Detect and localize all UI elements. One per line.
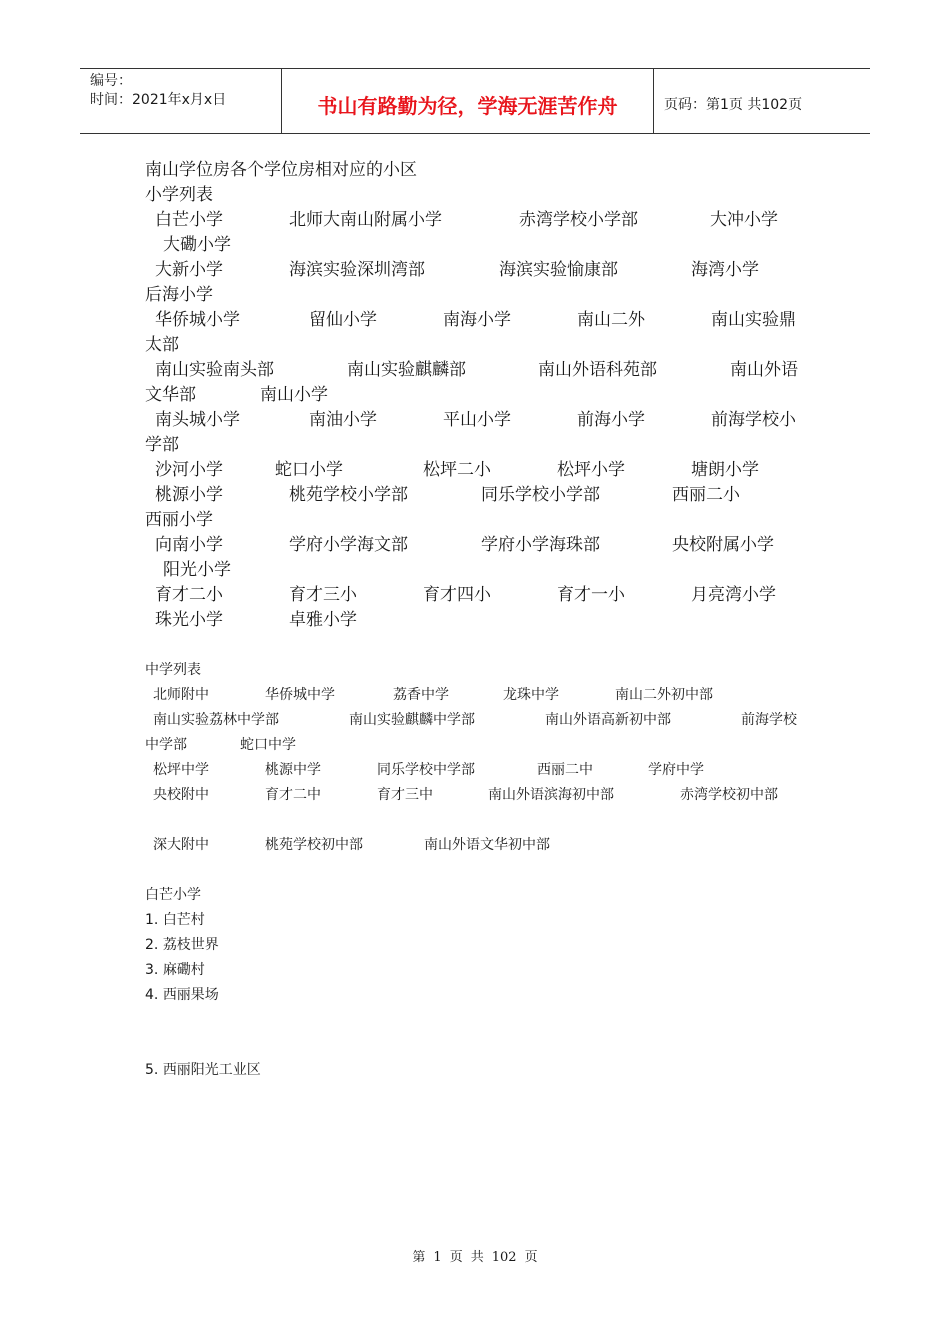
school-name: 学府中学 — [648, 762, 704, 778]
school-name: 南海小学 — [443, 310, 511, 330]
school-name: 育才四小 — [423, 585, 491, 605]
list-row — [145, 283, 810, 308]
school-name: 塘朗小学 — [691, 460, 759, 480]
school-name: 北师附中 — [153, 687, 209, 703]
list-row — [145, 683, 810, 708]
list-row — [145, 783, 810, 808]
school-name: 留仙小学 — [309, 310, 377, 330]
list-row — [145, 208, 810, 233]
school-name: 南山实验荔林中学部 — [153, 712, 279, 728]
school-name: 南山实验麒麟中学部 — [349, 712, 475, 728]
school-name: 松坪二小 — [423, 460, 491, 480]
school-name: 桃苑学校初中部 — [265, 837, 363, 853]
number-label: 编号： — [90, 73, 132, 89]
school-name: 南头城小学 — [155, 410, 240, 430]
list-row — [145, 383, 810, 408]
school-name: 育才二小 — [155, 585, 223, 605]
school-name: 大冲小学 — [710, 210, 778, 230]
school-name: 南山二外初中部 — [615, 687, 713, 703]
school-name: 海滨实验愉康部 — [499, 260, 618, 280]
list-item: 1. 白芒村 — [145, 912, 205, 928]
middle-heading: 中学列表 — [145, 662, 201, 678]
header-page-info: 页码：第1页 共102页 — [664, 97, 803, 113]
school-name: 同乐学校中学部 — [377, 762, 475, 778]
list-row — [145, 483, 810, 508]
school-name: 平山小学 — [443, 410, 511, 430]
school-name: 央校附属小学 — [672, 535, 774, 555]
school-name: 大磡小学 — [163, 235, 231, 255]
school-name: 赤湾学校小学部 — [519, 210, 638, 230]
primary-heading: 小学列表 — [145, 185, 213, 205]
school-name: 蛇口中学 — [240, 737, 296, 753]
school-name: 海湾小学 — [691, 260, 759, 280]
list-item: 2. 荔枝世界 — [145, 937, 219, 953]
middle-school-list — [145, 683, 810, 858]
school-detail-name: 白芒小学 — [145, 887, 201, 903]
list-item: 5. 西丽阳光工业区 — [145, 1062, 261, 1078]
school-name: 沙河小学 — [155, 460, 223, 480]
list-row — [145, 308, 810, 333]
list-row — [145, 533, 810, 558]
school-name: 学部 — [145, 435, 179, 455]
list-row — [145, 233, 810, 258]
school-name: 前海学校 — [741, 712, 797, 728]
school-name: 赤湾学校初中部 — [680, 787, 778, 803]
school-name: 龙珠中学 — [503, 687, 559, 703]
document-title: 南山学位房各个学位房相对应的小区 — [145, 160, 417, 180]
school-name: 松坪中学 — [153, 762, 209, 778]
school-name: 桃苑学校小学部 — [289, 485, 408, 505]
document-body — [145, 158, 810, 1083]
school-name: 月亮湾小学 — [691, 585, 776, 605]
school-name: 南山外语滨海初中部 — [488, 787, 614, 803]
school-name: 蛇口小学 — [275, 460, 343, 480]
school-name: 西丽二中 — [537, 762, 593, 778]
school-name: 学府小学海文部 — [289, 535, 408, 555]
school-name: 央校附中 — [153, 787, 209, 803]
school-name: 学府小学海珠部 — [481, 535, 600, 555]
school-name: 南山二外 — [577, 310, 645, 330]
page-header — [80, 68, 870, 134]
school-name: 育才三中 — [377, 787, 433, 803]
school-name: 深大附中 — [153, 837, 209, 853]
school-name: 大新小学 — [155, 260, 223, 280]
school-name: 文华部 — [145, 385, 196, 405]
list-item: 4. 西丽果场 — [145, 987, 219, 1003]
list-item: 3. 麻磡村 — [145, 962, 205, 978]
list-row — [145, 258, 810, 283]
list-row — [145, 558, 810, 583]
school-name: 中学部 — [145, 737, 187, 753]
header-meta — [80, 69, 282, 133]
school-name: 南山实验鼎 — [711, 310, 796, 330]
school-name: 华侨城小学 — [155, 310, 240, 330]
list-row — [145, 608, 810, 633]
school-name: 华侨城中学 — [265, 687, 335, 703]
school-name: 同乐学校小学部 — [481, 485, 600, 505]
list-row — [145, 508, 810, 533]
school-name: 珠光小学 — [155, 610, 223, 630]
school-name: 阳光小学 — [163, 560, 231, 580]
school-name: 桃源中学 — [265, 762, 321, 778]
list-row — [145, 433, 810, 458]
school-name: 荔香中学 — [393, 687, 449, 703]
school-name: 卓雅小学 — [289, 610, 357, 630]
school-name: 南山外语文华初中部 — [424, 837, 550, 853]
school-name: 后海小学 — [145, 285, 213, 305]
list-row — [145, 358, 810, 383]
school-name: 海滨实验深圳湾部 — [289, 260, 425, 280]
school-name: 南山实验麒麟部 — [347, 360, 466, 380]
list-row — [145, 408, 810, 433]
school-name: 南山实验南头部 — [155, 360, 274, 380]
header-motto: 书山有路勤为径，学海无涯苦作舟 — [282, 69, 654, 133]
list-row — [145, 458, 810, 483]
school-name: 育才一小 — [557, 585, 625, 605]
school-name: 向南小学 — [155, 535, 223, 555]
school-name: 南山外语高新初中部 — [545, 712, 671, 728]
school-name: 南山外语科苑部 — [538, 360, 657, 380]
list-row — [145, 758, 810, 783]
school-name: 西丽小学 — [145, 510, 213, 530]
school-name: 白芒小学 — [155, 210, 223, 230]
list-row — [145, 583, 810, 608]
time-label: 时间：2021年x月x日 — [90, 92, 227, 108]
school-name: 北师大南山附属小学 — [289, 210, 442, 230]
school-name: 西丽二小 — [672, 485, 740, 505]
school-name: 前海学校小 — [711, 410, 796, 430]
page-footer: 第 1 页 共 102 页 — [412, 1250, 538, 1265]
school-name: 太部 — [145, 335, 179, 355]
school-name: 育才二中 — [265, 787, 321, 803]
list-row — [145, 808, 810, 833]
school-name: 育才三小 — [289, 585, 357, 605]
list-row — [145, 708, 810, 733]
school-name: 南山外语 — [730, 360, 798, 380]
school-name: 桃源小学 — [155, 485, 223, 505]
list-row — [145, 333, 810, 358]
list-row — [145, 833, 810, 858]
school-name: 南油小学 — [309, 410, 377, 430]
school-name: 南山小学 — [260, 385, 328, 405]
primary-school-list — [145, 208, 810, 633]
school-name: 前海小学 — [577, 410, 645, 430]
community-list — [145, 908, 810, 1083]
school-name: 松坪小学 — [557, 460, 625, 480]
list-row — [145, 733, 810, 758]
